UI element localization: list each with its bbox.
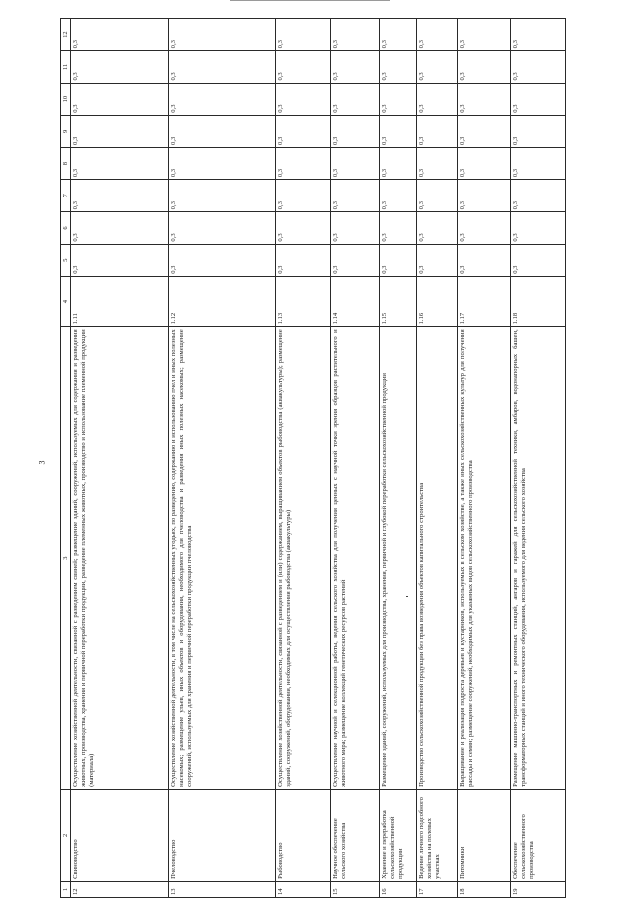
classifier-code: 1.16 bbox=[417, 276, 458, 327]
value-cell: 0,3 bbox=[458, 51, 511, 83]
header-cell: 6 bbox=[61, 212, 71, 244]
value-cell: 0,3 bbox=[276, 212, 331, 244]
header-cell: 7 bbox=[61, 180, 71, 212]
row-number: 13 bbox=[169, 881, 276, 897]
use-type-name: Свиноводство bbox=[71, 789, 169, 881]
value-cell: 0,3 bbox=[71, 244, 169, 276]
row-number: 12 bbox=[71, 881, 169, 897]
table-row bbox=[276, 19, 331, 898]
value-cell: 0,3 bbox=[511, 244, 566, 276]
value-cell: 0,3 bbox=[331, 180, 380, 212]
header-cell: 10 bbox=[61, 83, 71, 115]
header-cell: 2 bbox=[61, 789, 71, 881]
use-type-name: Рыбоводство bbox=[276, 789, 331, 881]
table-row bbox=[380, 19, 417, 898]
header-cell: 12 bbox=[61, 19, 71, 51]
table-row bbox=[417, 19, 458, 898]
value-cell: 0,3 bbox=[511, 19, 566, 51]
value-cell: 0,3 bbox=[511, 115, 566, 147]
value-cell: 0,3 bbox=[511, 212, 566, 244]
use-type-name: Хранение и переработка сельскохозяйственной продукции bbox=[380, 789, 417, 881]
value-cell: 0,3 bbox=[458, 212, 511, 244]
value-cell: 0,3 bbox=[276, 83, 331, 115]
value-cell: 0,3 bbox=[458, 147, 511, 179]
value-cell: 0,3 bbox=[380, 19, 417, 51]
table-row bbox=[169, 19, 276, 898]
value-cell: 0,3 bbox=[276, 51, 331, 83]
value-cell: 0,3 bbox=[331, 51, 380, 83]
value-cell: 0,3 bbox=[380, 180, 417, 212]
header-cell: 1 bbox=[61, 881, 71, 897]
value-cell: 0,3 bbox=[331, 115, 380, 147]
land-use-table bbox=[60, 18, 566, 898]
header-row bbox=[61, 19, 71, 898]
value-cell: 0,3 bbox=[458, 83, 511, 115]
scan-top-edge-line bbox=[230, 0, 390, 1]
use-type-description: Осуществление хозяйственной деятельности, в том числе на сельскохозяйственных угодьях, по разведению, содержанию и использованию пчел и иных полезных насекомых; размещение ульев, иных объектов и оборудования, необходимого для пчеловодства и разведения иных полезных насекомых; размещение сооружений, используемых для хранения и первичной переработки продукции пчеловодства bbox=[169, 327, 276, 790]
value-cell: 0,3 bbox=[169, 19, 276, 51]
classifier-code: 1.15 bbox=[380, 276, 417, 327]
row-number: 18 bbox=[458, 881, 511, 897]
classifier-code: 1.11 bbox=[71, 276, 169, 327]
value-cell: 0,3 bbox=[417, 115, 458, 147]
value-cell: 0,3 bbox=[71, 147, 169, 179]
use-type-name: Питомники bbox=[458, 789, 511, 881]
value-cell: 0,3 bbox=[417, 212, 458, 244]
use-type-description: Осуществление хозяйственной деятельности, связанной с разведением свиней; размещение зданий, сооружений, используемых для содержания и разведения животных, производства, хранения и первичной переработки продукции, разведение племенных животных, производство и использование племенной продукции (материала) bbox=[71, 327, 169, 790]
value-cell: 0,3 bbox=[331, 147, 380, 179]
classifier-code: 1.14 bbox=[331, 276, 380, 327]
use-type-name: Обеспечение сельскохозяйственного производства bbox=[511, 789, 566, 881]
value-cell: 0,3 bbox=[417, 147, 458, 179]
value-cell: 0,3 bbox=[71, 180, 169, 212]
value-cell: 0,3 bbox=[276, 147, 331, 179]
value-cell: 0,3 bbox=[458, 19, 511, 51]
use-type-description: Размещение зданий, сооружений, используемых для производства, хранения, первичной и глубокой переработки сельскохозяйственной продукции bbox=[380, 327, 417, 790]
value-cell: 0,3 bbox=[169, 51, 276, 83]
header-cell: 11 bbox=[61, 51, 71, 83]
value-cell: 0,3 bbox=[71, 115, 169, 147]
value-cell: 0,3 bbox=[71, 83, 169, 115]
value-cell: 0,3 bbox=[169, 83, 276, 115]
table-row bbox=[511, 19, 566, 898]
table-row bbox=[331, 19, 380, 898]
header-cell: 3 bbox=[61, 327, 71, 790]
value-cell: 0,3 bbox=[71, 51, 169, 83]
classifier-code: 1.12 bbox=[169, 276, 276, 327]
row-number: 15 bbox=[331, 881, 380, 897]
value-cell: 0,3 bbox=[417, 244, 458, 276]
classifier-code: 1.18 bbox=[511, 276, 566, 327]
page-number: 3 bbox=[37, 460, 47, 465]
row-number: 19 bbox=[511, 881, 566, 897]
value-cell: 0,3 bbox=[169, 244, 276, 276]
value-cell: 0,3 bbox=[511, 147, 566, 179]
value-cell: 0,3 bbox=[276, 19, 331, 51]
value-cell: 0,3 bbox=[511, 180, 566, 212]
use-type-name: Научное обеспечение сельского хозяйства bbox=[331, 789, 380, 881]
classifier-code: 1.17 bbox=[458, 276, 511, 327]
value-cell: 0,3 bbox=[276, 180, 331, 212]
table-row bbox=[458, 19, 511, 898]
table-row bbox=[71, 19, 169, 898]
value-cell: 0,3 bbox=[458, 180, 511, 212]
row-number: 17 bbox=[417, 881, 458, 897]
value-cell: 0,3 bbox=[331, 83, 380, 115]
value-cell: 0,3 bbox=[380, 115, 417, 147]
value-cell: 0,3 bbox=[331, 19, 380, 51]
value-cell: 0,3 bbox=[417, 83, 458, 115]
value-cell: 0,3 bbox=[276, 244, 331, 276]
header-cell: 9 bbox=[61, 115, 71, 147]
value-cell: 0,3 bbox=[331, 244, 380, 276]
value-cell: 0,3 bbox=[71, 212, 169, 244]
value-cell: 0,3 bbox=[380, 83, 417, 115]
header-cell: 4 bbox=[61, 276, 71, 327]
use-type-name: Ведение личного подсобного хозяйства на полевых участках bbox=[417, 789, 458, 881]
value-cell: 0,3 bbox=[380, 244, 417, 276]
use-type-description: Размещение машинно-транспортных и ремонтных станций, ангаров и гаражей для сельскохозяйственной техники, амбаров, водонапорных башен, трансформаторных станций и иного технического оборудования, используемого для ведения сельского хозяйства bbox=[511, 327, 566, 790]
value-cell: 0,3 bbox=[380, 51, 417, 83]
value-cell: 0,3 bbox=[331, 212, 380, 244]
use-type-name: Пчеловодство bbox=[169, 789, 276, 881]
value-cell: 0,3 bbox=[169, 115, 276, 147]
use-type-description: Осуществление научной и селекционной работы, ведения сельского хозяйства для получения ценных с научной точки зрения образцов растительного и животного мира; размещение коллекций генетических ресурсов растений bbox=[331, 327, 380, 790]
use-type-description: Осуществление хозяйственной деятельности, связанной с разведением и (или) содержанием, выращиванием объектов рыбоводства (аквакультуры); размещение зданий, сооружений, оборудования, необходимых для осуществления рыбоводства (аквакультуры) bbox=[276, 327, 331, 790]
header-cell: 8 bbox=[61, 147, 71, 179]
rotated-table-container bbox=[60, 18, 640, 898]
value-cell: 0,3 bbox=[458, 115, 511, 147]
value-cell: 0,3 bbox=[71, 19, 169, 51]
value-cell: 0,3 bbox=[380, 212, 417, 244]
value-cell: 0,3 bbox=[380, 147, 417, 179]
value-cell: 0,3 bbox=[511, 51, 566, 83]
use-type-description: Производство сельскохозяйственной продукции без права возведения объектов капитального строительства bbox=[417, 327, 458, 790]
value-cell: 0,3 bbox=[417, 180, 458, 212]
value-cell: 0,3 bbox=[169, 180, 276, 212]
value-cell: 0,3 bbox=[169, 147, 276, 179]
value-cell: 0,3 bbox=[511, 83, 566, 115]
row-number: 16 bbox=[380, 881, 417, 897]
header-cell: 5 bbox=[61, 244, 71, 276]
classifier-code: 1.13 bbox=[276, 276, 331, 327]
value-cell: 0,3 bbox=[276, 115, 331, 147]
value-cell: 0,3 bbox=[169, 212, 276, 244]
value-cell: 0,3 bbox=[417, 51, 458, 83]
row-number: 14 bbox=[276, 881, 331, 897]
use-type-description: Выращивание и реализация подроста деревьев и кустарников, используемых в сельском хозяйстве, а также иных сельскохозяйственных культур для получения рассады и семян; размещение сооружений, необходимых для указанных видов сельскохозяйственного производства bbox=[458, 327, 511, 790]
value-cell: 0,3 bbox=[417, 19, 458, 51]
value-cell: 0,3 bbox=[458, 244, 511, 276]
